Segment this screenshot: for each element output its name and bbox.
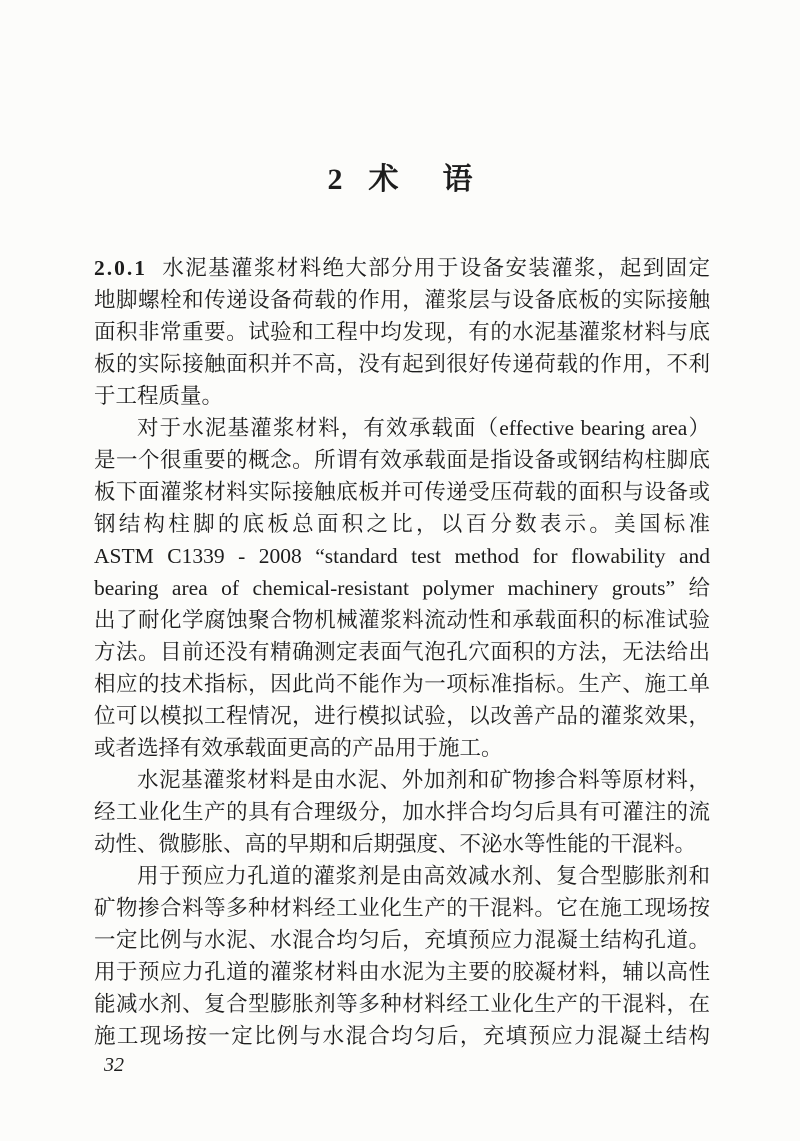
text-line: 用于预应力孔道的灌浆剂是由高效减水剂、复合型膨胀剂和 [137,864,710,888]
body-text [94,252,710,1052]
text-line: 是一个很重要的概念。所谓有效承载面是指设备或钢结构柱脚底 [94,448,710,472]
text-line: 对于水泥基灌浆材料，有效承载面（effective bearing area） [137,416,710,440]
text-line: 矿物掺合料等多种材料经工业化生产的干混料。它在施工现场按 [94,896,710,920]
text-line: 面积非常重要。试验和工程中均发现，有的水泥基灌浆材料与底 [94,320,710,344]
clause-number: 2.0.1 [94,256,147,280]
text-line: 水泥基灌浆材料是由水泥、外加剂和矿物掺合料等原材料， [137,768,710,792]
text-line: 出了耐化学腐蚀聚合物机械灌浆料流动性和承载面积的标准试验 [94,608,710,632]
text-line: 地脚螺栓和传递设备荷载的作用，灌浆层与设备底板的实际接触 [94,288,710,312]
page-number: 32 [104,1054,124,1076]
text-line: 或者选择有效承载面更高的产品用于施工。 [94,736,503,760]
text-line: 钢结构柱脚的底板总面积之比，以百分数表示。美国标准 [94,512,710,536]
text-line: 板的实际接触面积并不高，没有起到很好传递荷载的作用，不利 [94,352,710,376]
text-line: 用于预应力孔道的灌浆材料由水泥为主要的胶凝材料，辅以高性 [94,960,710,984]
text-line: ASTM C1339 - 2008 “standard test method for flowability and [94,544,710,568]
text-line: 一定比例与水泥、水混合均匀后，充填预应力混凝土结构孔道。 [94,928,710,952]
text-line: 于工程质量。 [94,384,224,408]
chapter-title [0,160,800,200]
text-line: 方法。目前还没有精确测定表面气泡孔穴面积的方法，无法给出 [94,640,710,664]
text-line: 动性、微膨胀、高的早期和后期强度、不泌水等性能的干混料。 [94,832,697,856]
text-line: bearing area of chemical-resistant polymer machinery grouts” 给 [94,576,710,600]
text-line: 水泥基灌浆材料绝大部分用于设备安装灌浆，起到固定 [161,256,710,280]
text-line: 经工业化生产的具有合理级分，加水拌合均匀后具有可灌注的流 [94,800,710,824]
text-line: 位可以模拟工程情况，进行模拟试验，以改善产品的灌浆效果， [94,704,710,728]
chapter-title-char-2: 语 [442,163,473,196]
text-line: 施工现场按一定比例与水混合均匀后，充填预应力混凝土结构 [94,1024,710,1048]
text-line: 板下面灌浆材料实际接触底板并可传递受压荷载的面积与设备或 [94,480,710,504]
chapter-title-char-1: 术 [368,163,399,196]
text-line: 相应的技术指标，因此尚不能作为一项标准指标。生产、施工单 [94,672,710,696]
clause-line [94,252,710,284]
chapter-number: 2 [327,163,343,196]
text-line: 能减水剂、复合型膨胀剂等多种材料经工业化生产的干混料，在 [94,992,710,1016]
